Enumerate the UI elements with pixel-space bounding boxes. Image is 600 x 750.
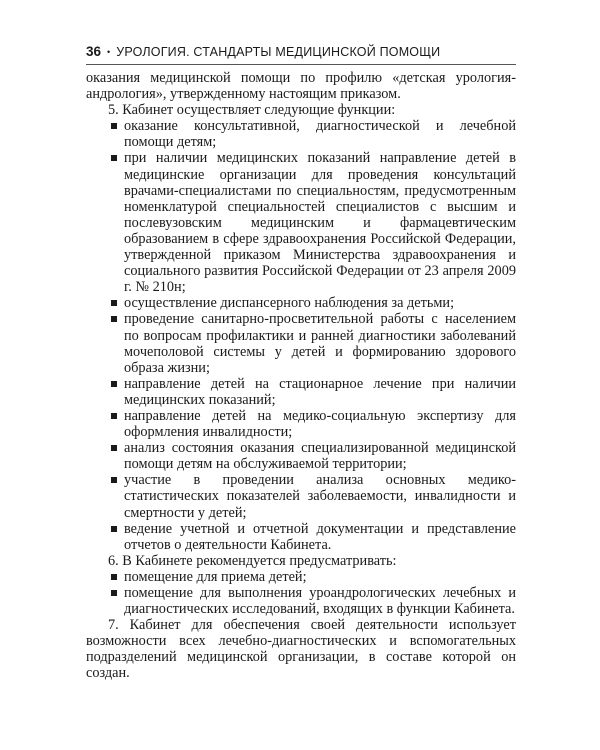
section-6-list bbox=[86, 569, 516, 617]
running-header bbox=[86, 44, 516, 59]
page-number: 36 bbox=[86, 44, 102, 59]
section-6-heading: 6. В Кабинете рекомендуется предусматривать: bbox=[108, 552, 397, 569]
list-item: направление детей на медико-социальную экспертизу для оформления инвалидности; bbox=[86, 408, 516, 440]
list-item: проведение санитарно-просветительной работы с населением по вопросам профилактики и ранней диагностики заболеваний мочеполовой системы у детей и формированию здорового образа жизни; bbox=[86, 311, 516, 375]
list-item: осуществление диспансерного наблюдения за детьми; bbox=[86, 295, 516, 311]
page-body bbox=[86, 70, 516, 682]
list-item: направление детей на стационарное лечение при наличии медицинских показаний; bbox=[86, 376, 516, 408]
list-item: оказание консультативной, диагностической и лечебной помощи детям; bbox=[86, 118, 516, 150]
list-item: участие в проведении анализа основных медико-статистических показателей заболеваемости, инвалидности и смертности у детей; bbox=[86, 472, 516, 520]
list-item: при наличии медицинских показаний направление детей в медицинские организации для проведения консультаций врачами-специалистами по специальностям, предусмотренным номенклатурой специальностей специалистов с высшим и послевузовским медицинским и фармацевтическим образованием в сфере здравоохранения Российской Федерации, утвержденной приказом Министерства здравоохранения и социального развития Российской Федерации от 23 апреля 2009 г. № 210н; bbox=[86, 150, 516, 295]
list-item: помещение для выполнения уроандрологических лечебных и диагностических исследований, входящих в функции Кабинета. bbox=[86, 585, 516, 617]
header-rule bbox=[86, 64, 516, 65]
section-5-heading: 5. Кабинет осуществляет следующие функции: bbox=[108, 102, 396, 119]
list-item: помещение для приема детей; bbox=[86, 569, 516, 585]
intro-paragraph: оказания медицинской помощи по профилю «детская урология-андрология», утвержденному настоящим приказом. bbox=[86, 70, 516, 103]
section-5-list bbox=[86, 118, 516, 553]
list-item: ведение учетной и отчетной документации и представление отчетов о деятельности Кабинета. bbox=[86, 521, 516, 553]
section-7-paragraph: 7. Кабинет для обеспечения своей деятельности использует возможности всех лечебно-диагностических и вспомогательных подразделений медицинской организации, в составе которой он создан. bbox=[86, 617, 516, 682]
list-item: анализ состояния оказания специализированной медицинской помощи детям на обслуживаемой территории; bbox=[86, 440, 516, 472]
running-title: УРОЛОГИЯ. СТАНДАРТЫ МЕДИЦИНСКОЙ ПОМОЩИ bbox=[116, 45, 441, 59]
header-bullet: • bbox=[107, 47, 111, 57]
